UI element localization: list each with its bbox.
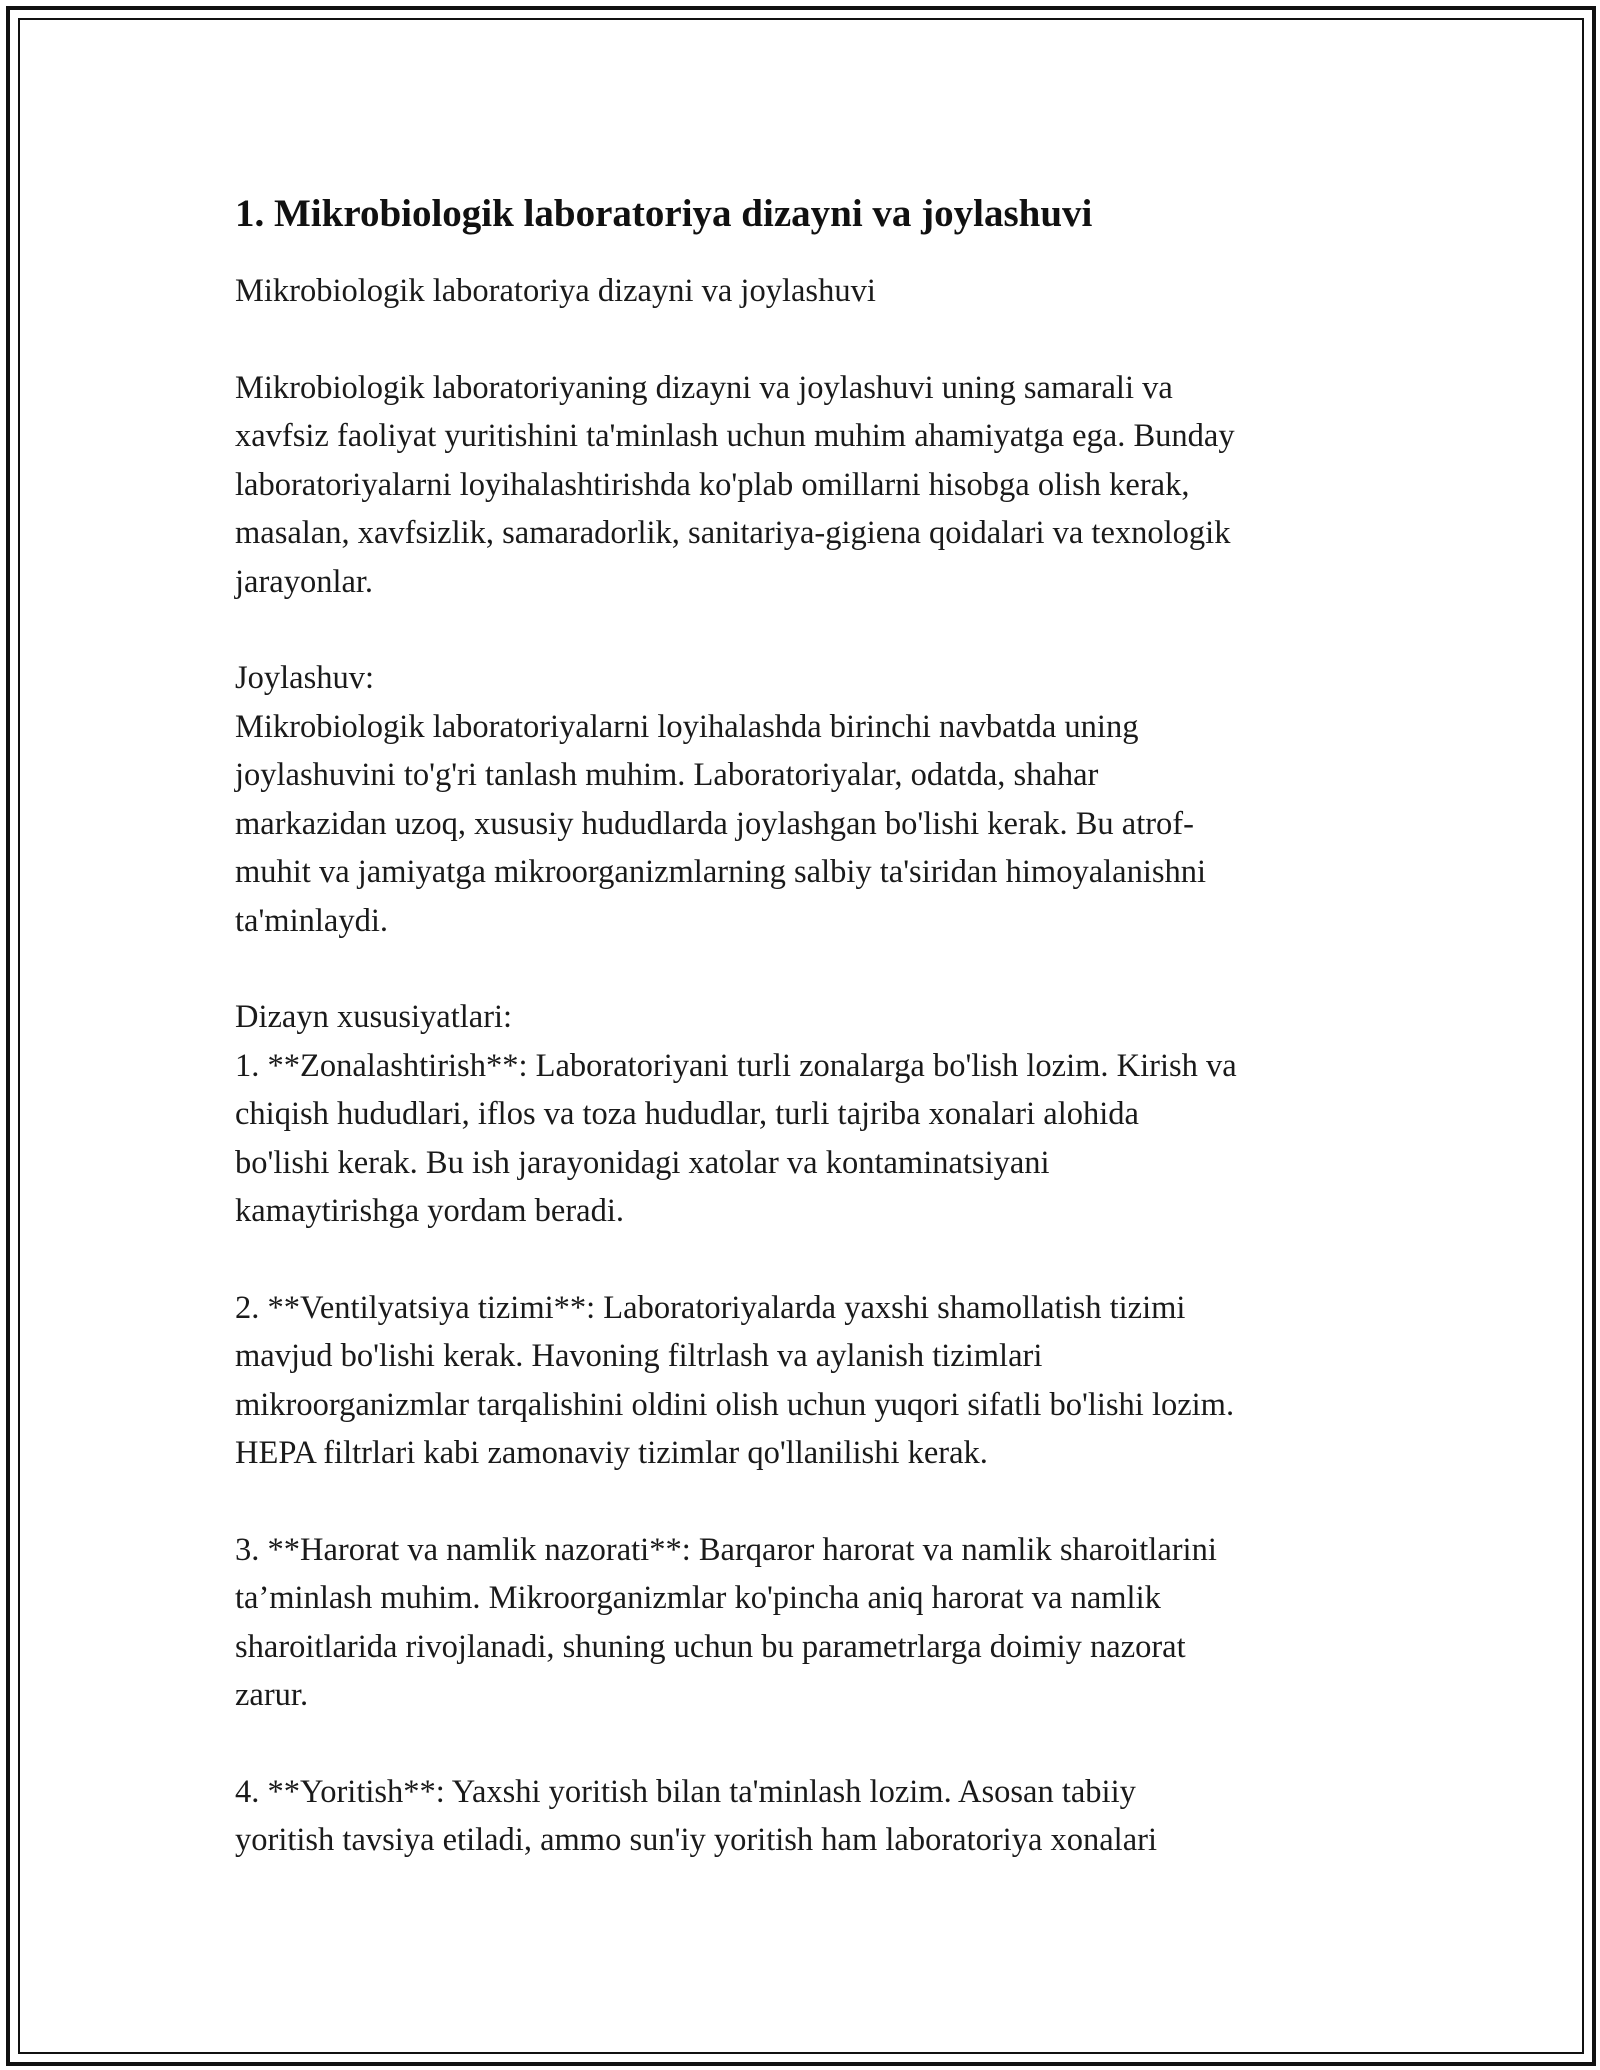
temperature-humidity-paragraph: 3. **Harorat va namlik nazorati**: Barqaror harorat va namlik sharoitlarini ta’minlash muhim. Mikroorganizmlar ko'pincha aniq harorat va namlik sharoitlarida rivojlanadi, shuning uchun bu parametrlarga doimiy nazorat zarur. bbox=[235, 1531, 1217, 1713]
location-paragraph: Joylashuv: Mikrobiologik laboratoriyalarni loyihalashda birinchi navbatda uning joylashuvini to'g'ri tanlash muhim. Laboratoriyalar, odatda, shahar markazidan uzoq, xususiy hududlarda joylashgan bo'lishi kerak. Bu atrof- muhit va jamiyatga mikroorganizmlarning salbiy ta'siridan himoyalanishni ta'minlaydi. bbox=[235, 660, 1207, 939]
section-heading: 1. Mikrobiologik laboratoriya dizayni va joylashuvi bbox=[235, 192, 1093, 235]
lighting-paragraph: 4. **Yoritish**: Yaxshi yoritish bilan ta'minlash lozim. Asosan tabiiy yoritish tavsiya etiladi, ammo sun'iy yoritish ham laboratoriya xonalari bbox=[235, 1773, 1157, 1858]
ventilation-paragraph: 2. **Ventilyatsiya tizimi**: Laboratoriyalarda yaxshi shamollatish tizimi mavjud bo'lishi kerak. Havoning filtrlash va aylanish tizimlari mikroorganizmlar tarqalishini oldini olish uchun yuqori sifatli bo'lishi lozim. HEPA filtrlari kabi zamonaviy tizimlar qo'llanilishi kerak. bbox=[235, 1289, 1235, 1471]
document-body bbox=[235, 185, 1385, 1913]
section-subtitle: Mikrobiologik laboratoriya dizayni va joylashuvi bbox=[235, 273, 876, 309]
design-features-paragraph: Dizayn xususiyatlari: 1. **Zonalashtirish**: Laboratoriyani turli zonalarga bo'lish lozim. Kirish va chiqish hududlari, iflos va toza hududlar, turli tajriba xonalari alohida bo'lishi kerak. Bu ish jarayonidagi xatolar va kontaminatsiyani kamaytirishga yordam beradi. bbox=[235, 999, 1237, 1229]
intro-paragraph: Mikrobiologik laboratoriyaning dizayni va joylashuvi uning samarali va xavfsiz faoliyat yuritishini ta'minlash uchun muhim ahamiyatga ega. Bunday laboratoriyalarni loyihalashtirishda ko'plab omillarni hisobga olish kerak, masalan, xavfsizlik, samaradorlik, sanitariya-gigiena qoidalari va texnologik jarayonlar. bbox=[235, 369, 1235, 600]
